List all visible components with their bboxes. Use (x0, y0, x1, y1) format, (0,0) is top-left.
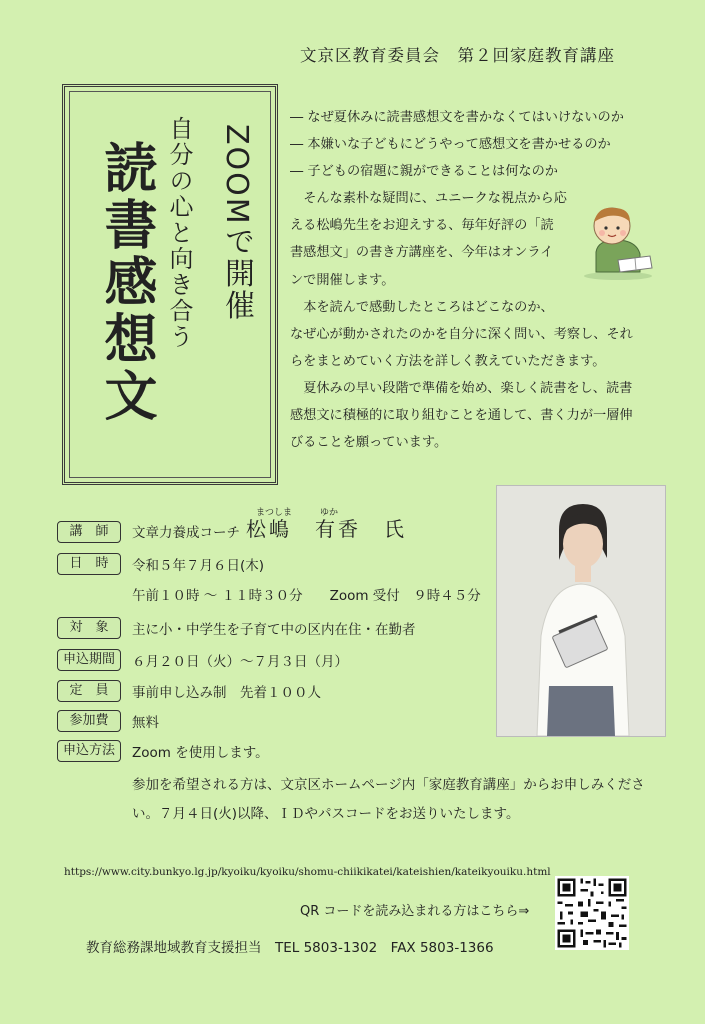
period-value: ６月２０日（火）～７月３日（月） (132, 654, 348, 670)
method-value: Zoom を使用します。 (132, 745, 269, 761)
lecturer-label: 講 師 (57, 521, 121, 543)
intro-line: らをまとめていく方法を詳しく教えていただきます。 (290, 353, 606, 369)
intro-line: 夏休みの早い段階で準備を始め、楽しく読書をし、読書 (303, 380, 633, 396)
date-label: 日 時 (57, 553, 121, 575)
time-value: 午前１０時 ～ １１時３０分 Zoom 受付 ９時４５分 (132, 588, 481, 604)
date-value: 令和５年７月６日(木) (132, 558, 265, 574)
fee-value: 無料 (132, 715, 159, 731)
subtitle: 自分の心と向き合う (165, 116, 193, 350)
method-note-1: 参加を希望される方は、文京区ホームページ内「家庭教育講座」からお申しみくださ (132, 777, 645, 793)
fee-label: 参加費 (57, 710, 121, 732)
lecturer-role: 文章力養成コーチ (132, 525, 240, 541)
period-label: 申込期間 (57, 649, 121, 671)
intro-line: びることを願っています。 (290, 435, 448, 451)
lecturer-name: 松嶋 有香 氏 (246, 517, 407, 541)
main-title: 読書感想文 (96, 140, 157, 425)
method-note-2: い。７月４日(火)以降、ＩＤやパスコードをお送りいたします。 (132, 806, 520, 822)
lecturer-photo (496, 485, 666, 737)
question-3: ― 子どもの宿題に親ができることは何なのか (290, 164, 558, 180)
contact-info: 教育総務課地域教育支援担当 TEL 5803-1302 FAX 5803-1366 (86, 940, 494, 956)
capacity-value: 事前申し込み制 先着１００人 (132, 685, 321, 701)
intro-line: 本を読んで感動したところはどこなのか、 (303, 299, 554, 315)
qr-instruction: QR コードを読み込まれる方はこちら⇒ (300, 904, 530, 919)
capacity-label: 定 員 (57, 680, 121, 702)
intro-line: 感想文に積極的に取り組むことを通して、書く力が一層伸 (290, 408, 633, 424)
target-value: 主に小・中学生を子育て中の区内在住・在勤者 (132, 622, 416, 638)
zoom-announcement: ZOOMで開催 (219, 124, 254, 322)
intro-line: そんな素朴な疑問に、ユニークな視点から応 (303, 191, 567, 207)
intro-line: える松嶋先生をお迎えする、毎年好評の「読 (290, 218, 554, 234)
method-label: 申込方法 (57, 740, 121, 762)
lecturer-ruby-family: まつしま (256, 508, 293, 518)
lecturer-ruby-given: ゆか (320, 508, 339, 518)
question-2: ― 本嫌いな子どもにどうやって感想文を書かせるのか (290, 137, 611, 153)
organizer-header: 文京区教育委員会 第２回家庭教育講座 (300, 46, 615, 65)
intro-paragraph-2 (290, 294, 640, 375)
intro-line: 書感想文」の書き方講座を、今年はオンライ (290, 245, 554, 261)
intro-paragraph-3 (290, 375, 640, 456)
reading-child-illustration (578, 200, 656, 282)
question-1: ― なぜ夏休みに読書感想文を書かなくてはいけないのか (290, 110, 624, 125)
homepage-url[interactable]: https://www.city.bunkyo.lg.jp/kyoiku/kyoiku/shomu-chiikikatei/kateishien/kateikyouiku.html (64, 866, 551, 878)
qr-code[interactable] (555, 876, 629, 950)
intro-line: なぜ心が動かされたのかを自分に深く問い、考察し、それ (290, 326, 633, 342)
intro-line: ンで開催します。 (290, 272, 395, 288)
target-label: 対 象 (57, 617, 121, 639)
